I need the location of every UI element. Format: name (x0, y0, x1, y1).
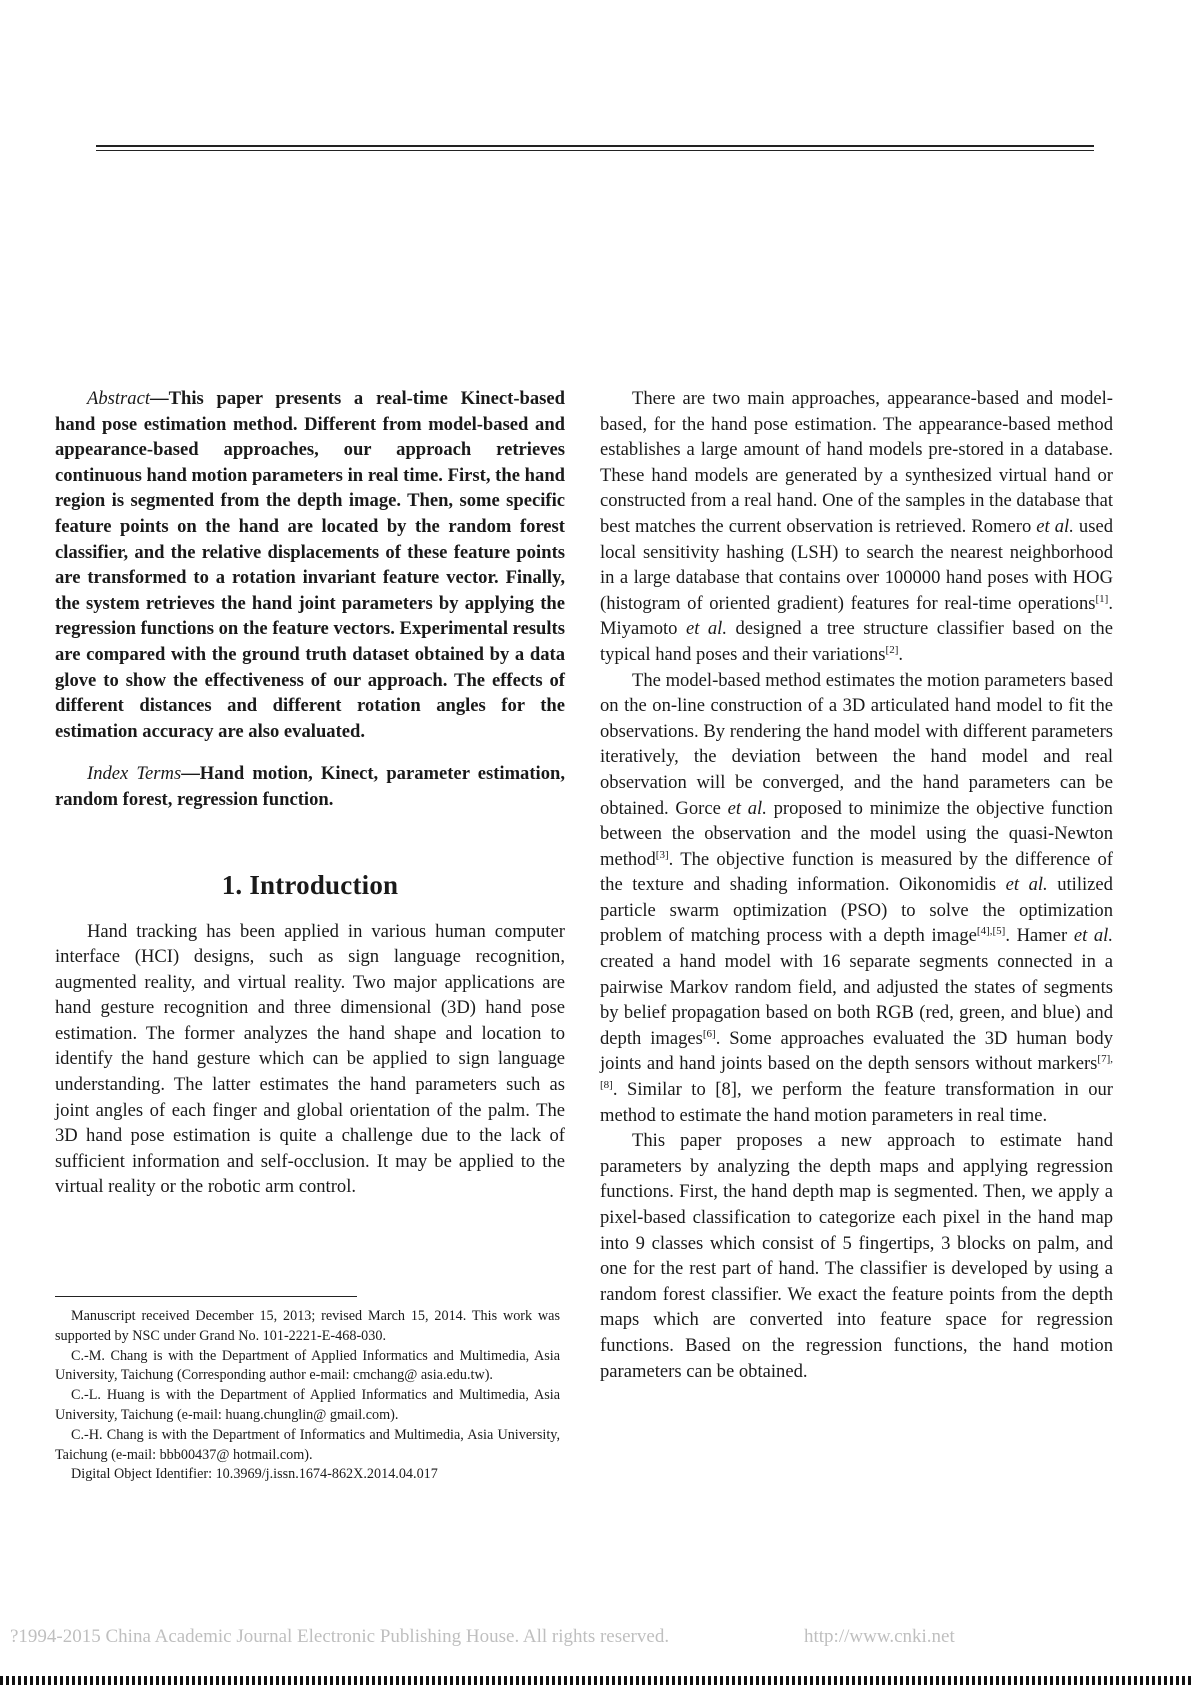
left-column (55, 386, 565, 1200)
citation-3: [3] (655, 848, 669, 861)
footnote-doi: Digital Object Identifier: 10.3969/j.issn.1674-862X.2014.04.017 (71, 1466, 438, 1483)
abstract-label: Abstract (87, 388, 151, 409)
footnote-author-1: C.-M. Chang is with the Department of Applied Informatics and Multimedia, Asia University, Taichung (Corresponding author e-mail: cmchang@ asia.edu.tw). (55, 1347, 560, 1384)
footer-url[interactable]: http://www.cnki.net (804, 1626, 955, 1647)
paragraph-approaches: There are two main approaches, appearance-based and model-based, for the hand pose estimation. The appearance-based method establishes a large amount of hand models pre-stored in a database. These hand models are generated by a synthesized virtual hand or constructed from a real hand. One of the samples in the database that best matches the current observation is retrieved. Romero et al. used local sensitivity hashing (LSH) to search the nearest neighborhood in a large database that contains over 100000 hand poses with HOG (histogram of oriented gradient) features for real-time operations[1]. Miyamoto et al. designed a tree structure classifier based on the typical hand poses and their variations[2]. (600, 388, 1113, 665)
citation-6: [6] (702, 1027, 716, 1040)
right-column (600, 386, 1113, 1384)
footnote-author-2: C.-L. Huang is with the Department of Applied Informatics and Multimedia, Asia University, Taichung (e-mail: huang.chunglin@ gmail.com). (55, 1387, 560, 1423)
index-terms-label: Index Terms (87, 763, 182, 785)
footnote-manuscript: Manuscript received December 15, 2013; revised March 15, 2014. This work was supported by NSC under Grand No. 101-2221-E-468-030. (55, 1308, 560, 1344)
citation-1: [1] (1095, 592, 1109, 605)
footer-copyright: ?1994-2015 China Academic Journal Electronic Publishing House. All rights reserved. (10, 1626, 670, 1647)
citation-4-5: [4],[5] (976, 925, 1006, 938)
header-rule (96, 145, 1094, 147)
abstract: Abstract—This paper presents a real-time Kinect-based hand pose estimation method. Different from model-based and appearance-based approaches, our approach retrieves continuous hand motion parameters in real time. First, the hand region is segmented from the depth image. Then, some specific feature points on the hand are located by the random forest classifier, and the relative displacements of these feature points are transformed to a rotation invariant feature vector. Finally, the system retrieves the hand joint parameters by applying the regression functions on the feature vectors. Experimental results are compared with the ground truth dataset obtained by a data glove to show the effectiveness of our approach. The effects of different distances and different rotation angles for the estimation accuracy are also evaluated. (55, 388, 565, 742)
abstract-text: This paper presents a real-time Kinect-based hand pose estimation method. Different from model-based and appearance-based approaches, our approach retrieves continuous hand motion parameters in real time. First, the hand region is segmented from the depth image. Then, some specific feature points on the hand are located by the random forest classifier, and the relative displacements of these feature points are transformed to a rotation invariant feature vector. Finally, the system retrieves the hand joint parameters by applying the regression functions on the feature vectors. Experimental results are compared with the ground truth dataset obtained by a data glove to show the effectiveness of our approach. The effects of different distances and different rotation angles for the estimation accuracy are also evaluated. (55, 388, 565, 742)
paragraph-proposal: This paper proposes a new approach to estimate hand parameters by analyzing the depth maps and applying regression functions. First, the hand depth map is segmented. Then, we apply a pixel-based classification to categorize each pixel in the hand map into 9 classes which consist of 5 fingertips, 3 blocks on palm, and one for the rest part of hand. The classifier is developed by using a random forest classifier. We exact the feature points from the depth maps which are converted into feature space for regression functions. Based on the regression functions, the hand motion parameters can be obtained. (600, 1130, 1113, 1382)
paragraph-model-based: The model-based method estimates the motion parameters based on the on-line construction of a 3D articulated hand model to fit the observations. By rendering the hand model with different parameters iteratively, the deviation between the hand model and real observation will be converged, and the hand parameters can be obtained. Gorce et al. proposed to minimize the objective function between the observation and the model using the quasi-Newton method[3]. The objective function is measured by the difference of the texture and shading information. Oikonomidis et al. utilized particle swarm optimization (PSO) to solve the optimization problem of matching process with a depth image[4],[5]. Hamer et al. created a hand model with 16 separate segments connected in a pairwise Markov random field, and adjusted the states of segments by belief propagation based on both RGB (red, green, and blue) and depth images[6]. Some approaches evaluated the 3D human body joints and hand joints based on the depth sensors without markers[7],[8]. Similar to [8], we perform the feature transformation in our method to estimate the hand motion parameters in real time. (600, 669, 1114, 1126)
citation-7-8: [7],[8] (600, 1053, 1113, 1091)
footnotes (55, 1307, 560, 1485)
footnote-author-3: C.-H. Chang is with the Department of Informatics and Multimedia, Asia University, Taichung (e-mail: bbb00437@ hotmail.com). (55, 1426, 560, 1463)
section-heading-introduction: 1. Introduction (221, 869, 399, 900)
index-terms: Index Terms—Hand motion, Kinect, parameter estimation, random forest, regression function. (55, 763, 565, 810)
intro-paragraph: Hand tracking has been applied in various human computer interface (HCI) designs, such as sign language recognition, augmented reality, and virtual reality. Two major applications are hand gesture recognition and three dimensional (3D) hand pose estimation. The former analyzes the hand shape and location to identify the hand gesture which can be applied to sign language understanding. The latter estimates the hand parameters such as joint angles of each finger and global orientation of the palm. The 3D hand pose estimation is quite a challenge due to the lack of sufficient information and self-occlusion. It may be applied to the virtual reality or the robotic arm control. (55, 920, 565, 1198)
scan-edge-bar (0, 1676, 1191, 1685)
index-terms-text: Hand motion, Kinect, parameter estimation, random forest, regression function. (55, 763, 565, 810)
footnote-rule (55, 1296, 357, 1297)
citation-2: [2] (885, 643, 899, 656)
